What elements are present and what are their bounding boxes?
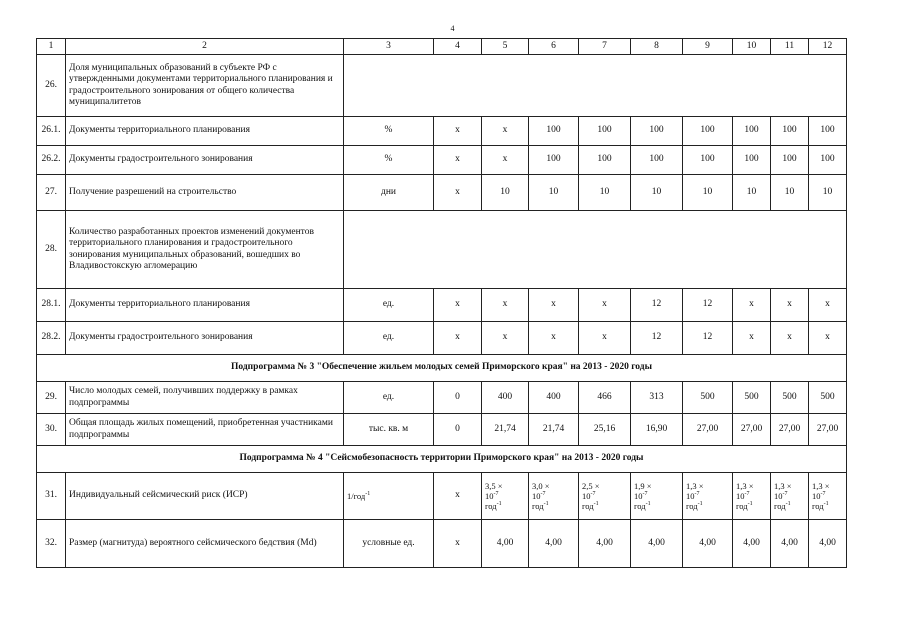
row-value: 12	[683, 289, 733, 322]
row-value: 10	[771, 175, 809, 211]
risk-exponent: -7	[820, 491, 826, 498]
risk-unit: год	[686, 501, 698, 512]
risk-value	[529, 473, 579, 520]
row-value: x	[434, 473, 482, 520]
row-value: 100	[631, 117, 683, 146]
row-value: 12	[631, 322, 683, 355]
risk-exponent: -7	[493, 491, 499, 498]
risk-base: 10	[532, 490, 541, 501]
risk-exponent: -7	[782, 491, 788, 498]
row-value: 100	[683, 146, 733, 175]
column-header: 5	[482, 39, 529, 55]
row-value: 100	[529, 117, 579, 146]
row-value: 27,00	[733, 414, 771, 446]
column-header: 4	[434, 39, 482, 55]
row-value: x	[482, 117, 529, 146]
row-number: 30.	[37, 414, 66, 446]
table-row	[37, 322, 847, 355]
row-value: 10	[809, 175, 847, 211]
risk-unit: год	[582, 501, 594, 512]
row-unit: дни	[344, 175, 434, 211]
row-value: 400	[529, 382, 579, 414]
indicators-table	[36, 38, 847, 568]
risk-coefficient: 2,5 ×	[582, 480, 600, 491]
table-row	[37, 382, 847, 414]
row-value: x	[733, 322, 771, 355]
row-value: 100	[529, 146, 579, 175]
row-value: 500	[771, 382, 809, 414]
risk-unit: год	[485, 501, 497, 512]
row-value: 4,00	[683, 520, 733, 568]
column-header: 2	[66, 39, 344, 55]
risk-exponent: -7	[540, 491, 546, 498]
risk-unit: год	[774, 501, 786, 512]
risk-unit: год	[634, 501, 646, 512]
row-value: 4,00	[771, 520, 809, 568]
row-value: 0	[434, 414, 482, 446]
row-value: 10	[683, 175, 733, 211]
risk-unit-exponent: -1	[747, 501, 753, 508]
row-number: 28.1.	[37, 289, 66, 322]
row-value: 466	[579, 382, 631, 414]
row-number: 28.	[37, 211, 66, 289]
row-number: 26.1.	[37, 117, 66, 146]
row-indicator: Получение разрешений на строительство	[66, 175, 344, 211]
unit-exponent: -1	[365, 491, 371, 498]
row-value: 21,74	[482, 414, 529, 446]
section-title: Подпрограмма № 4 "Сейсмобезопасность территории Приморского края" на 2013 - 2020 годы	[37, 446, 847, 473]
column-header: 11	[771, 39, 809, 55]
row-value: 500	[733, 382, 771, 414]
row-value: 16,90	[631, 414, 683, 446]
row-value: 27,00	[809, 414, 847, 446]
row-number: 26.2.	[37, 146, 66, 175]
row-unit: %	[344, 117, 434, 146]
risk-base: 10	[812, 490, 821, 501]
risk-unit: год	[532, 501, 544, 512]
row-value: 100	[579, 117, 631, 146]
risk-coefficient: 1,3 ×	[774, 480, 792, 491]
section-header	[37, 355, 847, 382]
row-value: 4,00	[631, 520, 683, 568]
row-value: x	[434, 117, 482, 146]
row-unit: ед.	[344, 382, 434, 414]
section-header	[37, 446, 847, 473]
row-value: x	[482, 322, 529, 355]
row-value: x	[434, 175, 482, 211]
row-value: 10	[529, 175, 579, 211]
row-value: x	[434, 520, 482, 568]
row-value: 100	[771, 117, 809, 146]
row-value: 313	[631, 382, 683, 414]
row-unit: условные ед.	[344, 520, 434, 568]
table-row	[37, 289, 847, 322]
row-value: 4,00	[529, 520, 579, 568]
risk-value	[683, 473, 733, 520]
table-row	[37, 175, 847, 211]
row-unit	[344, 473, 434, 520]
row-value: 500	[809, 382, 847, 414]
risk-value	[809, 473, 847, 520]
risk-value	[631, 473, 683, 520]
row-value: x	[482, 289, 529, 322]
row-unit: ед.	[344, 322, 434, 355]
row-value: 10	[579, 175, 631, 211]
row-value: x	[771, 322, 809, 355]
row-value: 100	[733, 117, 771, 146]
risk-coefficient: 1,9 ×	[634, 480, 652, 491]
row-empty-values	[344, 55, 847, 117]
table-row	[37, 146, 847, 175]
row-value: 21,74	[529, 414, 579, 446]
row-indicator: Общая площадь жилых помещений, приобретенная участниками подпрограммы	[66, 414, 344, 446]
row-indicator: Доля муниципальных образований в субъекте РФ с утвержденными документами территориального планирования и градостроительного зонирования от общего количества муниципалитетов	[66, 55, 344, 117]
table-row	[37, 117, 847, 146]
risk-unit-exponent: -1	[645, 501, 651, 508]
row-indicator: Число молодых семей, получивших поддержку в рамках подпрограммы	[66, 382, 344, 414]
row-value: x	[529, 322, 579, 355]
risk-unit-exponent: -1	[697, 501, 703, 508]
row-empty-values	[344, 211, 847, 289]
row-indicator: Количество разработанных проектов изменений документов территориального планирования и градостроительного зонирования муниципальных образований, вошедших во Владивостокскую агломерацию	[66, 211, 344, 289]
row-value: 0	[434, 382, 482, 414]
risk-unit: год	[812, 501, 824, 512]
risk-coefficient: 1,3 ×	[686, 480, 704, 491]
row-value: 10	[482, 175, 529, 211]
row-value: x	[434, 322, 482, 355]
column-header: 7	[579, 39, 631, 55]
row-indicator: Индивидуальный сейсмический риск (ИСР)	[66, 473, 344, 520]
row-value: 100	[631, 146, 683, 175]
row-value: x	[434, 146, 482, 175]
risk-unit-exponent: -1	[785, 501, 791, 508]
row-value: 100	[733, 146, 771, 175]
risk-coefficient: 3,0 ×	[532, 480, 550, 491]
risk-unit-exponent: -1	[593, 501, 599, 508]
risk-base: 10	[634, 490, 643, 501]
risk-exponent: -7	[744, 491, 750, 498]
row-indicator: Документы градостроительного зонирования	[66, 146, 344, 175]
table-row	[37, 55, 847, 117]
column-header: 9	[683, 39, 733, 55]
row-value: 12	[631, 289, 683, 322]
page-number: 4	[450, 24, 455, 33]
row-number: 27.	[37, 175, 66, 211]
row-value: 4,00	[579, 520, 631, 568]
row-value: 400	[482, 382, 529, 414]
unit-text: 1/год	[347, 490, 366, 501]
row-unit: %	[344, 146, 434, 175]
row-value: 25,16	[579, 414, 631, 446]
row-value: x	[579, 289, 631, 322]
column-header: 6	[529, 39, 579, 55]
row-value: x	[733, 289, 771, 322]
section-title: Подпрограмма № 3 "Обеспечение жильем молодых семей Приморского края" на 2013 - 2020 годы	[37, 355, 847, 382]
column-header: 10	[733, 39, 771, 55]
row-value: 100	[683, 117, 733, 146]
row-indicator: Документы территориального планирования	[66, 117, 344, 146]
row-value: 12	[683, 322, 733, 355]
risk-base: 10	[736, 490, 745, 501]
row-number: 32.	[37, 520, 66, 568]
row-value: 4,00	[482, 520, 529, 568]
risk-unit-exponent: -1	[543, 501, 549, 508]
row-value: x	[434, 289, 482, 322]
risk-unit-exponent: -1	[496, 501, 502, 508]
row-number: 29.	[37, 382, 66, 414]
risk-unit: год	[736, 501, 748, 512]
table-row	[37, 414, 847, 446]
risk-base: 10	[582, 490, 591, 501]
risk-value	[579, 473, 631, 520]
row-unit: тыс. кв. м	[344, 414, 434, 446]
row-value: 4,00	[733, 520, 771, 568]
column-header: 3	[344, 39, 434, 55]
table-row	[37, 520, 847, 568]
risk-coefficient: 1,3 ×	[812, 480, 830, 491]
row-value: 27,00	[683, 414, 733, 446]
row-number: 31.	[37, 473, 66, 520]
risk-value	[771, 473, 809, 520]
column-header: 1	[37, 39, 66, 55]
risk-base: 10	[686, 490, 695, 501]
risk-exponent: -7	[642, 491, 648, 498]
risk-exponent: -7	[694, 491, 700, 498]
risk-unit-exponent: -1	[823, 501, 829, 508]
row-value: x	[809, 322, 847, 355]
column-header: 12	[809, 39, 847, 55]
row-number: 28.2.	[37, 322, 66, 355]
row-value: 27,00	[771, 414, 809, 446]
table-row	[37, 211, 847, 289]
row-value: x	[771, 289, 809, 322]
row-value: x	[809, 289, 847, 322]
risk-coefficient: 1,3 ×	[736, 480, 754, 491]
row-value: 100	[771, 146, 809, 175]
row-value: 500	[683, 382, 733, 414]
row-value: x	[529, 289, 579, 322]
risk-value	[482, 473, 529, 520]
column-header: 8	[631, 39, 683, 55]
row-value: 4,00	[809, 520, 847, 568]
row-value: 100	[579, 146, 631, 175]
risk-exponent: -7	[590, 491, 596, 498]
row-value: x	[482, 146, 529, 175]
row-indicator: Документы градостроительного зонирования	[66, 322, 344, 355]
table-row	[37, 473, 847, 520]
row-value: x	[579, 322, 631, 355]
row-value: 100	[809, 146, 847, 175]
risk-base: 10	[485, 490, 494, 501]
row-value: 10	[733, 175, 771, 211]
row-indicator: Документы территориального планирования	[66, 289, 344, 322]
row-unit: ед.	[344, 289, 434, 322]
row-value: 10	[631, 175, 683, 211]
risk-coefficient: 3,5 ×	[485, 480, 503, 491]
risk-value	[733, 473, 771, 520]
row-value: 100	[809, 117, 847, 146]
header-row	[37, 39, 847, 55]
row-indicator: Размер (магнитуда) вероятного сейсмического бедствия (Md)	[66, 520, 344, 568]
row-number: 26.	[37, 55, 66, 117]
risk-base: 10	[774, 490, 783, 501]
